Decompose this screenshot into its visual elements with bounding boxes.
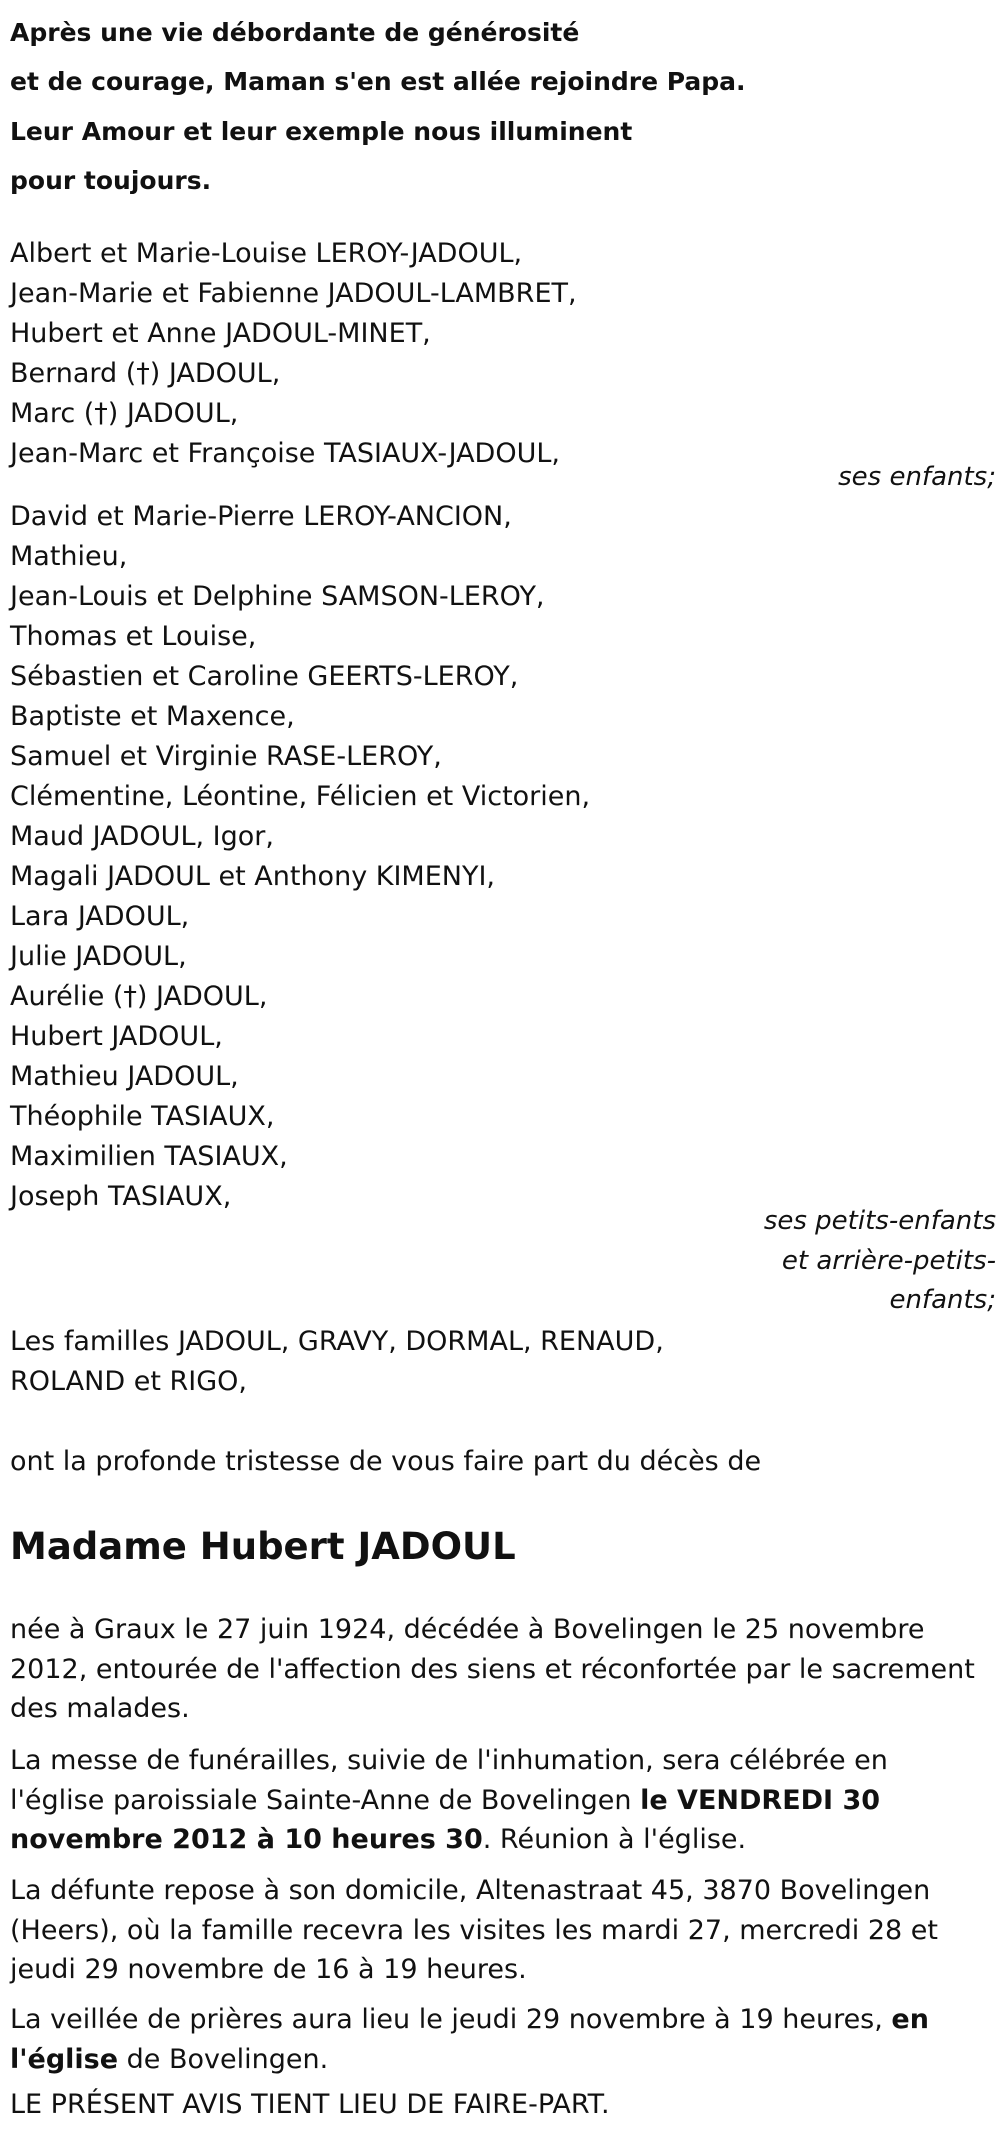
- role-line: et arrière-petits-: [781, 1245, 996, 1276]
- grandchild-entry: Mathieu JADOUL,: [10, 1061, 239, 1092]
- closing-text: LE PRÉSENT AVIS TIENT LIEU DE FAIRE-PART.: [10, 2089, 610, 2120]
- vigil-text-before: La veillée de prières aura lieu le jeudi 29 novembre à 19 heures,: [10, 2004, 892, 2035]
- grandchild-entry: Mathieu,: [10, 541, 128, 572]
- grandchild-entry: Julie JADOUL,: [10, 941, 187, 972]
- funeral-text-after: . Réunion à l'église.: [482, 1824, 747, 1856]
- role-line: ses petits-enfants: [763, 1206, 996, 1236]
- intro-text: [10, 8, 746, 205]
- grandchild-entry: Baptiste et Maxence,: [10, 701, 295, 732]
- funeral-text: [10, 1741, 990, 1860]
- child-entry: Hubert et Anne JADOUL-MINET,: [10, 318, 431, 349]
- child-entry: Bernard (†) JADOUL,: [10, 358, 281, 389]
- birth-death-text: née à Graux le 27 juin 1924, décédée à Bovelingen le 25 novembre 2012, entourée de l'affection des siens et réconfortée par le sacrement des malades.: [10, 1614, 975, 1725]
- grandchild-entry: Maud JADOUL, Igor,: [10, 821, 274, 852]
- grandchild-entry: Sébastien et Caroline GEERTS-LEROY,: [10, 661, 519, 692]
- grandchild-entry: Joseph TASIAUX,: [10, 1181, 232, 1212]
- grandchildren-role: [764, 1202, 996, 1321]
- grandchild-entry: Lara JADOUL,: [10, 901, 190, 932]
- vigil-text-after: de Bovelingen.: [118, 2043, 329, 2075]
- intro-line: Après une vie débordante de générosité: [10, 18, 580, 47]
- families-text: Les familles JADOUL, GRAVY, DORMAL, RENAUD, ROLAND et RIGO,: [10, 1326, 664, 1397]
- grandchild-entry: David et Marie-Pierre LEROY-ANCION,: [10, 501, 512, 532]
- vigil-text: [10, 2000, 990, 2079]
- grandchild-entry: Hubert JADOUL,: [10, 1021, 223, 1052]
- child-entry: Jean-Marc et Françoise TASIAUX-JADOUL,: [10, 438, 560, 469]
- role-line: enfants;: [889, 1285, 996, 1316]
- children-role: [838, 458, 996, 498]
- grandchild-entry: Maximilien TASIAUX,: [10, 1141, 288, 1172]
- grandchild-entry: Théophile TASIAUX,: [10, 1101, 275, 1132]
- grandchild-entry: Clémentine, Léontine, Félicien et Victorien,: [10, 781, 591, 812]
- funeral-text-before: La messe de funérailles, suivie de l'inhumation, sera célébrée en l'église paroissiale Sainte-Anne de Bovelingen: [10, 1745, 888, 1816]
- announcement-text: ont la profonde tristesse de vous faire part du décès de: [10, 1446, 762, 1477]
- children-list: [10, 234, 577, 474]
- role-line: ses enfants;: [838, 462, 996, 492]
- intro-line: Leur Amour et leur exemple nous illuminent: [10, 116, 633, 146]
- intro-line: et de courage, Maman s'en est allée rejoindre Papa.: [10, 67, 746, 97]
- grandchild-entry: Thomas et Louise,: [10, 621, 257, 652]
- child-entry: Albert et Marie-Louise LEROY-JADOUL,: [10, 238, 523, 269]
- grandchildren-list: [10, 497, 590, 1217]
- child-entry: Jean-Marie et Fabienne JADOUL-LAMBRET,: [10, 278, 577, 309]
- deceased-name: Madame Hubert JADOUL: [10, 1525, 516, 1568]
- vigil-location: en l'église: [10, 2004, 929, 2075]
- funeral-date: le VENDREDI 30 novembre 2012 à 10 heures 30: [10, 1784, 881, 1856]
- grandchild-entry: Magali JADOUL et Anthony KIMENYI,: [10, 861, 496, 892]
- grandchild-entry: Samuel et Virginie RASE-LEROY,: [10, 741, 442, 772]
- grandchild-entry: Aurélie (†) JADOUL,: [10, 981, 268, 1012]
- grandchild-entry: Jean-Louis et Delphine SAMSON-LEROY,: [10, 581, 545, 612]
- child-entry: Marc (†) JADOUL,: [10, 398, 239, 429]
- visitation-text: La défunte repose à son domicile, Altenastraat 45, 3870 Bovelingen (Heers), où la famille recevra les visites les mardi 27, mercredi 28 et jeudi 29 novembre de 16 à 19 heures.: [10, 1875, 938, 1986]
- intro-line: pour toujours.: [10, 165, 212, 195]
